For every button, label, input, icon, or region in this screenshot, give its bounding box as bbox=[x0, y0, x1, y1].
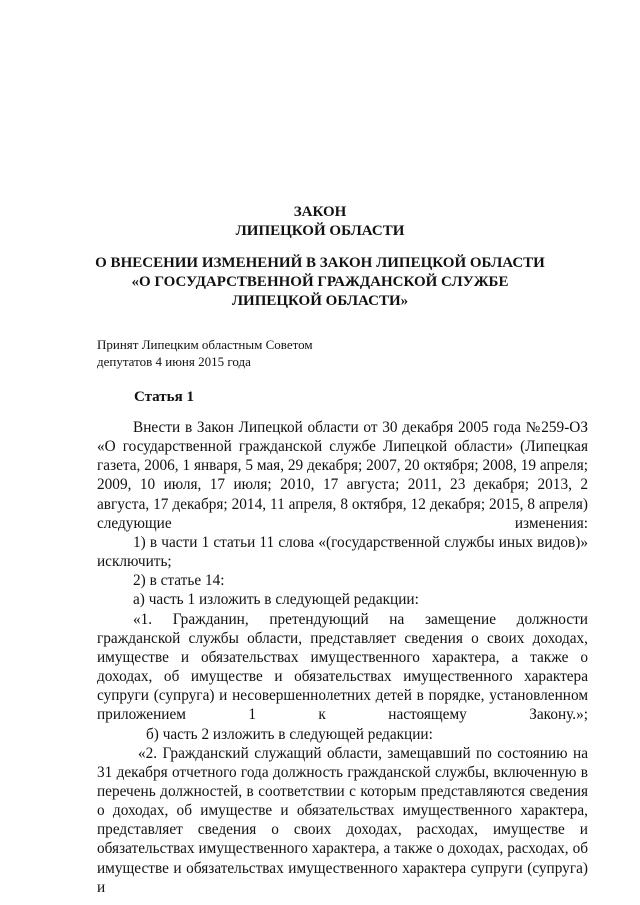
adoption-line: Принят Липецким областным Советом bbox=[97, 337, 313, 352]
article-paragraph: «1. Гражданин, претендующий на замещение должности гражданской службы области, представляет сведения о своих доходах, имуществе и обязательствах имущественного характера, а также о доходах, об имуществе и обязательствах имущественного характера супруги (супруга) и несовершеннолетних детей в порядке, установленном приложением 1 к настоящему Закону.»; bbox=[97, 610, 588, 724]
article-paragraph: 1) в части 1 статьи 11 слова «(государственной службы иных видов)» исключить; bbox=[97, 533, 588, 571]
article-paragraph: б) часть 2 изложить в следующей редакции: bbox=[146, 725, 433, 743]
law-title-line: ЛИПЕЦКОЙ ОБЛАСТИ» bbox=[231, 293, 409, 309]
article-paragraph: 2) в статье 14: bbox=[133, 572, 225, 590]
law-type: ЗАКОН bbox=[293, 204, 347, 220]
article-paragraph: Внести в Закон Липецкой области от 30 декабря 2005 года №259-ОЗ «О государственной гражданской службе Липецкой области» (Липецкая газета, 2006, 1 января, 5 мая, 29 декабря; 2007, 20 октября; 2008, 19 апреля; 2009, 10 июля, 17 июля; 2010, 17 августа; 2011, 23 декабря; 2013, 2 августа, 17 декабря; 2014, 11 апреля, 8 октября, 12 декабря; 2015, 8 апреля) следующие изменения: bbox=[97, 419, 588, 532]
article-paragraph: «2. Гражданский служащий области, замещавший по состоянию на 31 декабря отчетного года должность гражданской службы, включенную в перечень должностей, в соответствии с которым представляются сведения о доходах, об имуществе и обязательствах имущественного характера, представляет сведения о своих доходах, расходах, имуществе и обязательствах имущественного характера, а также о доходах, расходах, об имуществе и обязательствах имущественного характера супруги (супруга) и bbox=[97, 744, 588, 896]
adoption-note bbox=[97, 336, 313, 370]
article-body bbox=[97, 418, 588, 897]
law-header bbox=[0, 203, 640, 241]
law-region: ЛИПЕЦКОЙ ОБЛАСТИ bbox=[235, 223, 405, 239]
article-paragraph: а) часть 1 изложить в следующей редакции: bbox=[133, 591, 419, 609]
adoption-line: депутатов 4 июня 2015 года bbox=[97, 354, 251, 369]
law-title-line: О ВНЕСЕНИИ ИЗМЕНЕНИЙ В ЗАКОН ЛИПЕЦКОЙ ОБЛАСТИ bbox=[95, 255, 545, 271]
article-title: Статья 1 bbox=[134, 389, 194, 405]
law-title bbox=[0, 254, 640, 311]
law-title-line: «О ГОСУДАРСТВЕННОЙ ГРАЖДАНСКОЙ СЛУЖБЕ bbox=[131, 274, 509, 290]
